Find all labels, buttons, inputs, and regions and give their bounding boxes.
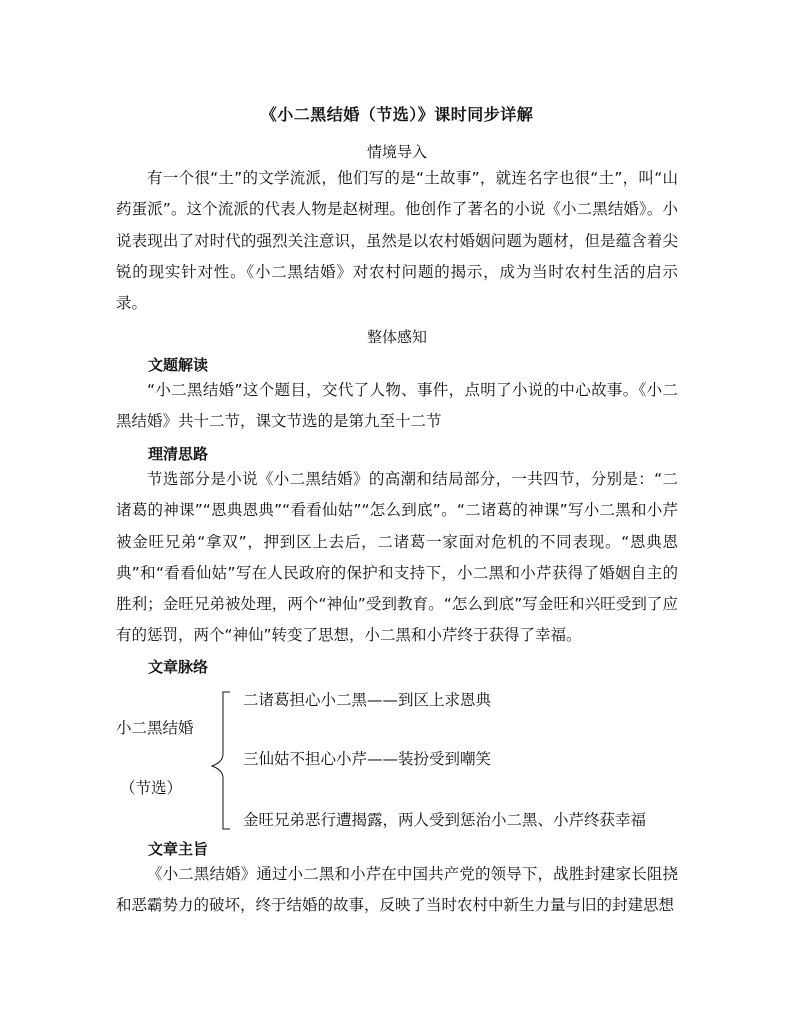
structure-text: 节选部分是小说《小二黑结婚》的高潮和结局部分，一共四节，分别是：“二诸葛的神课”“恩典恩典”“看看仙姑”“怎么到底”。“二诸葛的神课”写小二黑和小芹被金旺兄弟“拿双”，押到区上去后，二诸葛一家面对危机的不同表现。“恩典恩典”和“看看仙姑”写在人民政府的保护和支持下，小二黑和小芹获得了婚姻自主的胜利；金旺兄弟被处理，两个“神仙”受到教育。“怎么到底”写金旺和兴旺受到了应有的惩罚，两个“神仙”转变了思想，小二黑和小芹终于获得了幸福。 [116,470,678,645]
section-heading-intro: 情境导入 [366,143,427,161]
theme-paragraph [116,859,678,922]
theme-text: 《小二黑结婚》通过小二黑和小芹在中国共产党的领导下，战胜封建家长阻挠和恶霸势力的破坏，终于结婚的故事，反映了当时农村中新生力量与旧的封建思想 [116,865,678,915]
subheading-title-reading: 文题解读 [148,356,209,374]
document-title: 《小二黑结婚（节选）》课时同步详解 [260,105,534,124]
outline-brace [200,688,236,833]
section-heading-overview: 整体感知 [366,328,427,346]
outline-branch-2: 三仙姑不担心小芹——装扮受到嘲笑 [243,750,492,768]
subheading-theme: 文章主旨 [148,840,209,858]
outline-diagram [0,680,794,830]
outline-root-sublabel: （节选） [120,779,183,797]
intro-text: 有一个很“土”的文学流派，他们写的是“土故事”，就连名字也很“土”，叫“山药蛋派”。这个流派的代表人物是赵树理。他创作了著名的小说《小二黑结婚》。小说表现出了对时代的强烈关注意识，虽然是以农村婚姻问题为题材，但是蕴含着尖锐的现实针对性。《小二黑结婚》对农村问题的揭示，成为当时农村生活的启示录。 [116,169,678,313]
title-reading-text: “小二黑结婚”这个题目，交代了人物、事件，点明了小说的中心故事。《小二黑结婚》共十二节，课文节选的是第九至十二节 [116,381,678,431]
subheading-structure: 理清思路 [148,445,209,463]
outline-root-label: 小二黑结婚 [116,719,194,737]
structure-paragraph [116,464,678,652]
subheading-outline: 文章脉络 [148,658,209,676]
outline-branch-3: 金旺兄弟恶行遭揭露，两人受到惩治小二黑、小芹终获幸福 [243,811,647,829]
outline-branch-1: 二诸葛担心小二黑——到区上求恩典 [243,691,492,709]
intro-paragraph [116,163,678,319]
title-reading-paragraph [116,375,678,438]
